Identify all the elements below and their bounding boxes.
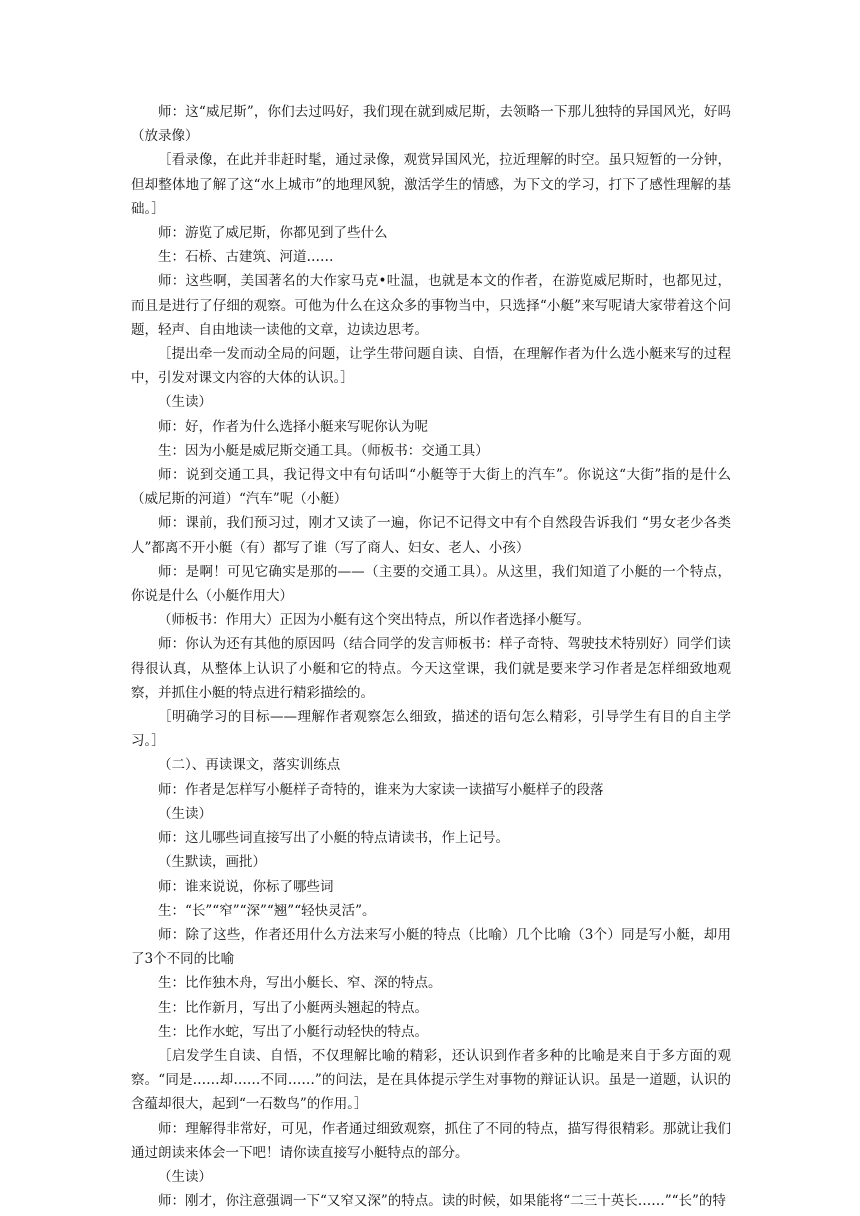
paragraph: ［看录像，在此并非赶时髦，通过录像，观赏异国风光，拉近理解的时空。虽只短暂的一分钟，但却整体地了解了这“水上城市”的地理风貌，激活学生的情感，为下文的学习，打下了感性理解的基础。］ [131,152,731,217]
paragraph: （生读） [158,394,212,411]
paragraph: （师板书：作用大）正因为小艇有这个突出特点，所以作者选择小艇写。 [158,612,590,629]
paragraph: 师：这“威尼斯”，你们去过吗好，我们现在就到威尼斯，去领略一下那儿独特的异国风光，好吗（放录像） [131,104,731,145]
paragraph: 师：刚才，你注意强调一下“又窄又深”的特点。读的时候，如果能将“二三十英长……”“长”的特 [158,1193,726,1210]
paragraph: 师：是啊！可见它确实是那的——（主要的交通工具）。从这里，我们知道了小艇的一个特点，你说是什么（小艇作用大） [131,563,731,605]
paragraph: 生：因为小艇是威尼斯交通工具。（师板书：交通工具） [158,442,489,459]
paragraph: 生：“长”“窄”“深”“翘”“轻快灵活”。 [158,902,376,919]
paragraph: 师：理解得非常好，可见，作者通过细致观察，抓住了不同的特点，描写得很精彩。那就让我们通过朗读来体会一下吧！请你读直接写小艇特点的部分。 [131,1120,731,1161]
paragraph: 师：课前，我们预习过，刚才又读了一遍，你记不记得文中有个自然段告诉我们 “男女老少各类人”都离不开小艇（有）都写了谁（写了商人、妇女、老人、小孩） [131,515,731,556]
paragraph: 生：比作新月，写出了小艇两头翘起的特点。 [158,999,428,1016]
paragraph: 师：作者是怎样写小艇样子奇特的，谁来为大家读一读描写小艇样子的段落 [158,781,604,798]
paragraph: 师：你认为还有其他的原因吗（结合同学的发言师板书：样子奇特、驾驶技术特别好）同学们读得很认真，从整体上认识了小艇和它的特点。今天这堂课，我们就是要来学习作者是怎样细致地观察，并抓住小艇的特点进行精彩描绘的。 [131,636,731,701]
paragraph: ［明确学习的目标——理解作者观察怎么细致，描述的语句怎么精彩，引导学生有目的自主学习。］ [131,709,731,750]
section-heading: （二）、再读课文，落实训练点 [158,757,341,774]
paragraph: （生默读，画批） [158,854,266,871]
paragraph: （生读） [158,1168,212,1185]
paragraph: 师：好，作者为什么选择小艇来写呢你认为呢 [158,418,428,435]
paragraph: 师：除了这些，作者还用什么方法来写小艇的特点（比喻）几个比喻（3个）同是写小艇，却用了3个不同的比喻 [131,926,731,968]
paragraph: 生：比作独木舟，写出小艇长、窄、深的特点。 [158,975,442,992]
paragraph: 生：比作水蛇，写出了小艇行动轻快的特点。 [158,1023,428,1040]
paragraph: （生读） [158,805,212,822]
paragraph: 生：石桥、古建筑、河道…… [158,249,334,266]
paragraph: 师：这儿哪些词直接写出了小艇的特点请读书，作上记号。 [158,830,509,847]
paragraph: 师：谁来说说，你标了哪些词 [158,878,334,895]
lesson-transcript [131,100,731,1213]
paragraph: 师：说到交通工具，我记得文中有句话叫“小艇等于大街上的汽车”。你说这“大街”指的是什么（威尼斯的河道）“汽车”呢（小艇） [131,467,731,508]
paragraph: ［启发学生自读、自悟，不仅理解比喻的精彩，还认识到作者多种的比喻是来自于多方面的观察。“同是……却……不同……”的问法，是在具体提示学生对事物的辩证认识。虽是一道题，认识的含蕴却很大，起到“一石数鸟”的作用。］ [131,1047,731,1113]
paragraph: 师：这些啊，美国著名的大作家马克•吐温，也就是本文的作者，在游览威尼斯时，也都见过，而且是进行了仔细的观察。可他为什么在这众多的事物当中，只选择“小艇”来写呢请大家带着这个问题，轻声、自由地读一读他的文章，边读边思考。 [131,273,731,338]
paragraph: ［提出牵一发而动全局的问题，让学生带问题自读、自悟，在理解作者为什么选小艇来写的过程中，引发对课文内容的大体的认识。］ [131,346,731,387]
paragraph: 师：游览了威尼斯，你都见到了些什么 [158,225,388,242]
